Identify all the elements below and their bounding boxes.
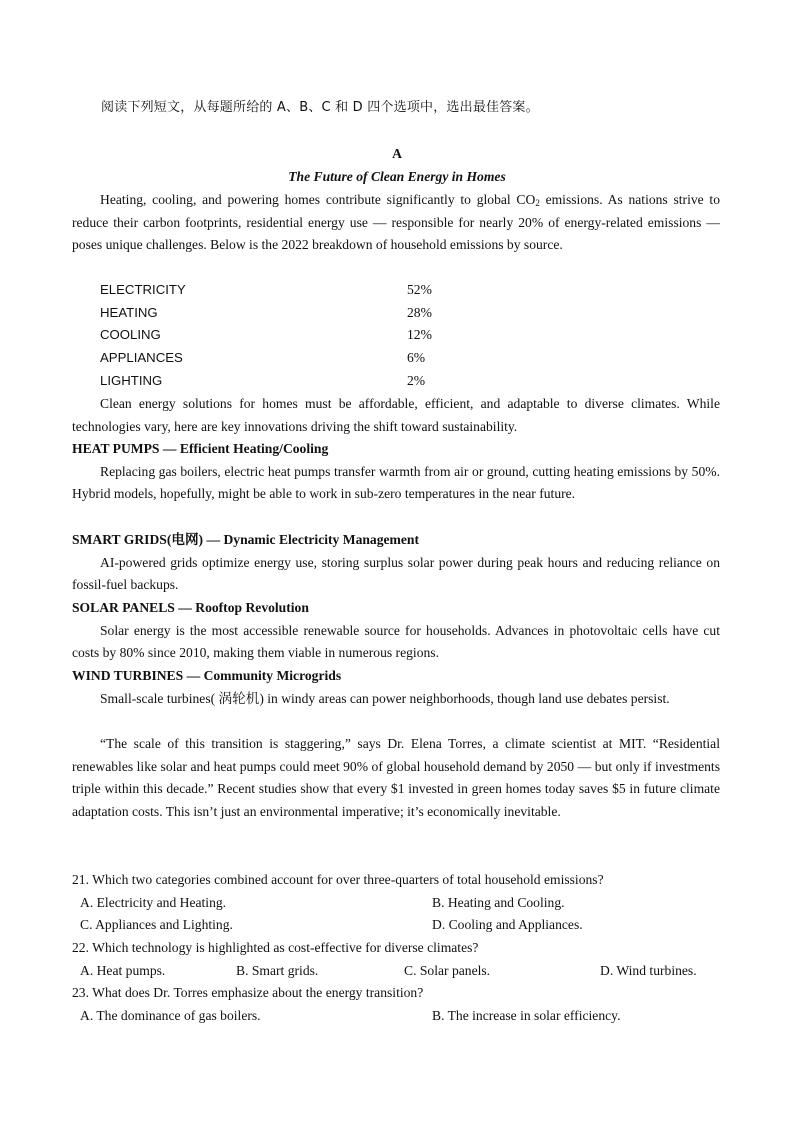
option-a[interactable]: A. The dominance of gas boilers.	[80, 1007, 261, 1023]
heat-pumps-section	[72, 438, 720, 506]
breakdown-row	[100, 279, 500, 302]
breakdown-percent: 2%	[407, 372, 426, 388]
intro-text-a: Heating, cooling, and powering homes contribute significantly to global CO	[100, 192, 536, 207]
option-c[interactable]: C. Appliances and Lighting.	[80, 917, 233, 933]
option-row	[72, 892, 732, 915]
breakdown-category: APPLIANCES	[100, 350, 183, 366]
option-row	[72, 1005, 732, 1028]
section-heading: HEAT PUMPS — Efficient Heating/Cooling	[72, 441, 329, 456]
section-text: Replacing gas boilers, electric heat pumps transfer warmth from air or ground, cutting heating emissions by 50%. Hybrid models, hopefully, might be able to work in sub-zero temperatures in the near future.	[72, 463, 720, 502]
question-22	[72, 937, 732, 982]
breakdown-percent: 6%	[407, 350, 426, 366]
option-a[interactable]: A. Electricity and Heating.	[80, 894, 227, 910]
emissions-breakdown-table	[100, 279, 500, 392]
solutions-paragraph	[72, 393, 720, 438]
option-a[interactable]: A. Heat pumps.	[80, 962, 166, 978]
option-c[interactable]: C. Solar panels.	[404, 962, 491, 978]
section-heading: SOLAR PANELS — Rooftop Revolution	[72, 600, 309, 615]
breakdown-category: HEATING	[100, 304, 158, 320]
intro-text-b: emissions. As nations strive to reduce their carbon footprints, residential energy use — responsible for nearly 20% of energy-related emissions — poses unique challenges. Below is the 2022 breakdown of household emissions by source.	[72, 192, 721, 253]
passage-title: The Future of Clean Energy in Homes	[288, 169, 506, 184]
intro-paragraph	[72, 189, 720, 257]
wind-turbines-section	[72, 665, 720, 710]
section-letter: A	[392, 146, 402, 161]
option-row	[72, 960, 732, 983]
breakdown-row	[100, 302, 500, 325]
breakdown-category: LIGHTING	[100, 372, 163, 388]
breakdown-row	[100, 347, 500, 370]
breakdown-percent: 12%	[407, 327, 432, 343]
smart-grids-section	[72, 529, 720, 597]
option-row	[72, 914, 732, 937]
option-b[interactable]: B. Smart grids.	[236, 962, 319, 978]
section-heading: SMART GRIDS(电网) — Dynamic Electricity Management	[72, 532, 419, 547]
breakdown-row	[100, 324, 500, 347]
question-21	[72, 869, 732, 937]
section-text: Solar energy is the most accessible renewable source for households. Advances in photovoltaic cells have cut costs by 80% since 2010, making them viable in numerous regions.	[72, 622, 720, 661]
breakdown-category: ELECTRICITY	[100, 282, 186, 297]
solar-panels-section	[72, 597, 720, 665]
breakdown-category: COOLING	[100, 327, 161, 343]
quote-paragraph	[72, 733, 720, 824]
section-text: Small-scale turbines( 涡轮机) in windy areas can power neighborhoods, though land use debates persist.	[100, 690, 670, 706]
question-23	[72, 982, 732, 1027]
instruction-text: 阅读下列短文，从每题所给的 A、B、C 和 D 四个选项中，选出最佳答案。	[101, 100, 539, 115]
question-stem: 23. What does Dr. Torres emphasize about the energy transition?	[72, 985, 424, 1000]
question-stem: 21. Which two categories combined account for over three-quarters of total household emissions?	[72, 872, 604, 887]
option-b[interactable]: B. The increase in solar efficiency.	[432, 1007, 621, 1023]
quote-text: “The scale of this transition is staggering,” says Dr. Elena Torres, a climate scientist at MIT. “Residential renewables like solar and heat pumps could meet 90% of global household demand by 2050 — but only if investments triple within this decade.” Recent studies show that every $1 invested in green homes today saves $5 in future climate adaptation costs. This isn’t just an environmental imperative; it’s economically inevitable.	[72, 736, 720, 820]
breakdown-row	[100, 370, 500, 393]
intro-subscript: 2	[535, 198, 540, 208]
question-stem: 22. Which technology is highlighted as cost-effective for diverse climates?	[72, 940, 479, 955]
section-text: AI-powered grids optimize energy use, storing surplus solar power during peak hours and reducing reliance on fossil-fuel backups.	[72, 554, 720, 593]
option-b[interactable]: B. Heating and Cooling.	[432, 894, 565, 910]
solutions-intro-text: Clean energy solutions for homes must be affordable, efficient, and adaptable to diverse climates. While technologies vary, here are key innovations driving the shift toward sustainability.	[72, 396, 720, 434]
option-d[interactable]: D. Cooling and Appliances.	[432, 917, 583, 933]
section-heading: WIND TURBINES — Community Microgrids	[72, 668, 342, 683]
breakdown-percent: 52%	[407, 282, 432, 297]
breakdown-percent: 28%	[407, 304, 432, 320]
option-d[interactable]: D. Wind turbines.	[600, 962, 697, 978]
